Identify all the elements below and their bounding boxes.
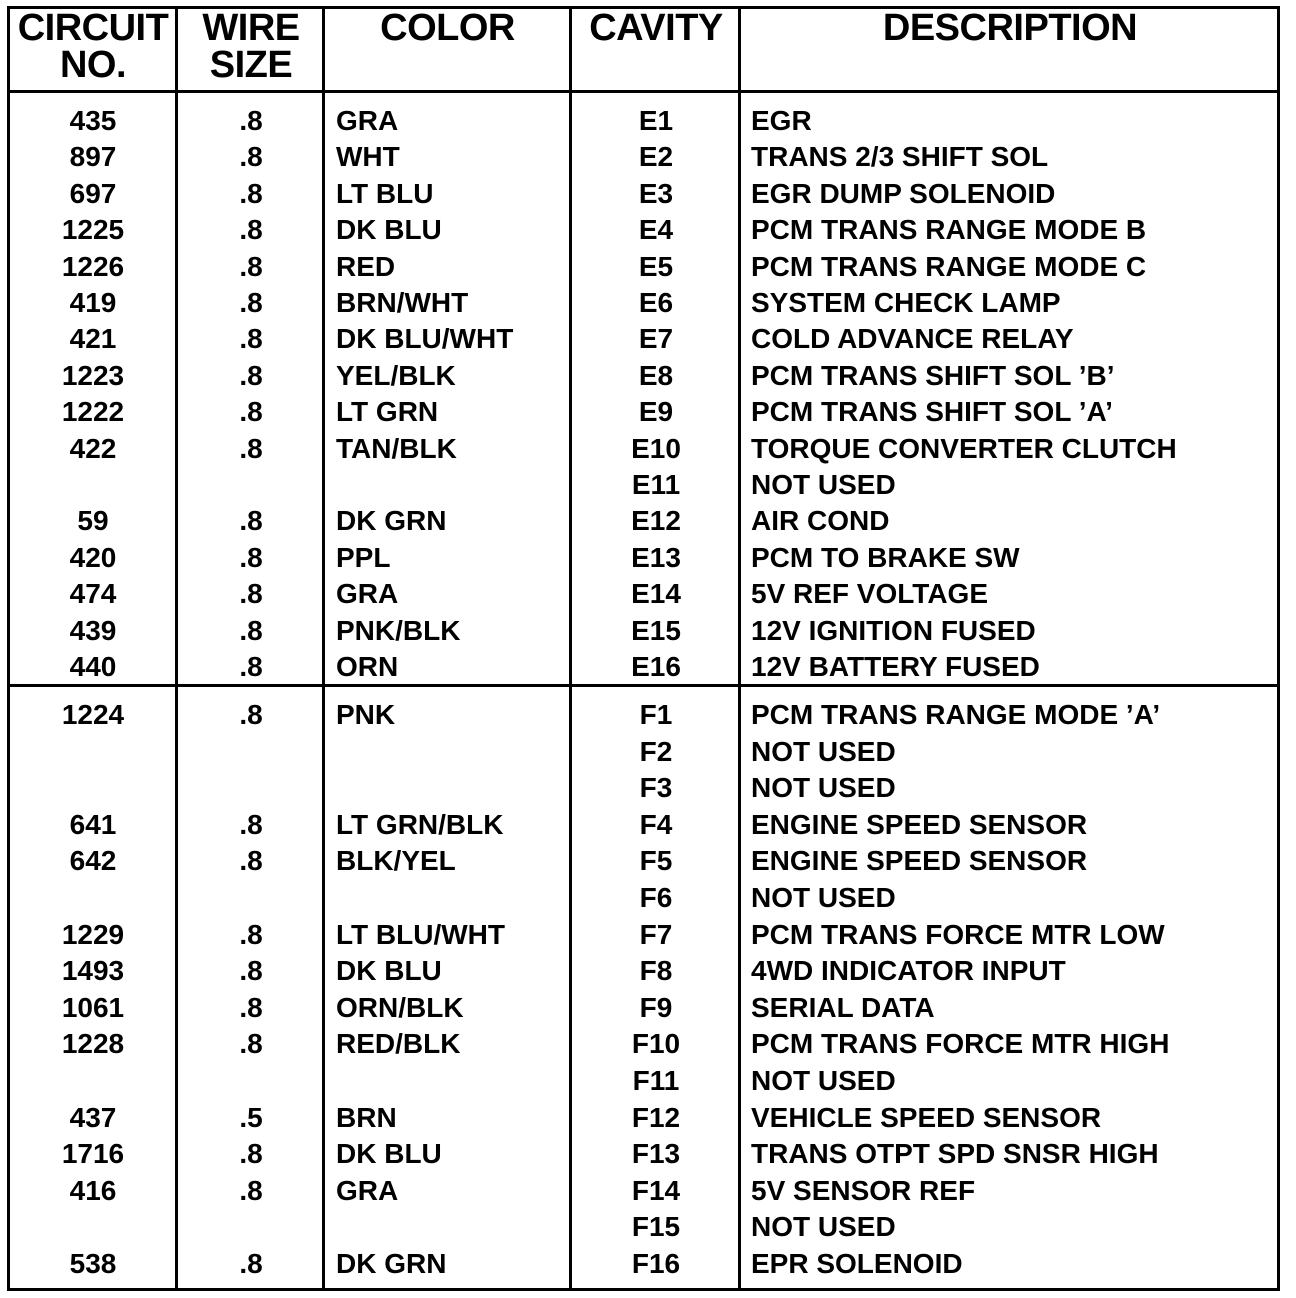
wire-size-cell: .8 <box>239 105 263 136</box>
wire-size-cell <box>178 467 324 503</box>
table-row <box>0 990 1296 1026</box>
wire-size-cell: .8 <box>239 614 263 646</box>
circuit-cell: 1225 <box>61 214 125 246</box>
table-row <box>0 734 1296 770</box>
description-cell: PCM TRANS RANGE MODE ’A’ <box>751 699 1161 730</box>
color-cell <box>336 770 568 806</box>
header-color-label: COLOR <box>380 7 515 49</box>
cavity-cell: F9 <box>639 991 673 1023</box>
wire-size-cell: .8 <box>239 432 263 464</box>
cavity-cell: F4 <box>639 808 673 840</box>
wire-size-cell <box>178 1063 324 1099</box>
cavity-cell: F11 <box>632 1065 680 1096</box>
circuit-cell: 1228 <box>61 1028 125 1060</box>
description-cell: 5V SENSOR REF <box>751 1174 976 1206</box>
circuit-cell <box>10 467 176 503</box>
color-cell <box>336 1209 568 1245</box>
color-cell: GRA <box>336 1174 399 1206</box>
table-row <box>0 649 1296 685</box>
color-cell: BLK/YEL <box>336 845 456 877</box>
cavity-cell: E4 <box>638 214 674 246</box>
description-cell: PCM TRANS FORCE MTR HIGH <box>751 1028 1170 1060</box>
circuit-cell <box>10 1063 176 1099</box>
table-row <box>0 576 1296 612</box>
circuit-cell: 422 <box>69 432 117 464</box>
circuit-cell: 435 <box>69 105 117 136</box>
table-row <box>0 770 1296 806</box>
cavity-cell: E11 <box>631 469 681 500</box>
color-cell <box>336 1063 568 1099</box>
table-row <box>0 358 1296 394</box>
cavity-cell: E13 <box>631 541 681 573</box>
header-circuit-line2: NO. <box>59 44 127 86</box>
header-description-label: DESCRIPTION <box>882 7 1138 49</box>
wire-size-cell: .8 <box>239 918 263 950</box>
wire-size-cell: .8 <box>239 1174 263 1206</box>
description-cell: PCM TRANS RANGE MODE C <box>751 250 1147 282</box>
cavity-cell: F6 <box>639 882 673 913</box>
wire-size-cell: .8 <box>239 845 263 877</box>
wire-size-cell <box>178 1209 324 1245</box>
circuit-cell <box>10 770 176 806</box>
wire-size-cell: .8 <box>239 396 263 428</box>
cavity-cell: F15 <box>631 1211 681 1243</box>
description-cell: PCM TRANS SHIFT SOL ’A’ <box>751 396 1113 428</box>
cavity-cell: E6 <box>638 287 674 318</box>
color-cell: BRN <box>336 1101 397 1133</box>
wire-size-cell: .8 <box>239 1138 263 1170</box>
cavity-cell: E2 <box>638 141 674 173</box>
cavity-cell: E12 <box>631 505 681 537</box>
circuit-cell: 440 <box>69 651 117 682</box>
description-cell: 5V REF VOLTAGE <box>751 578 988 610</box>
circuit-cell: 1493 <box>61 955 125 987</box>
description-cell: ENGINE SPEED SENSOR <box>751 845 1088 877</box>
header-wire-size <box>178 7 324 90</box>
color-cell: DK BLU <box>336 1138 442 1170</box>
circuit-cell: 641 <box>69 808 117 840</box>
description-cell: SERIAL DATA <box>751 991 935 1023</box>
wire-size-cell: .8 <box>239 287 263 318</box>
circuit-cell: 897 <box>69 141 117 173</box>
color-cell: DK BLU <box>336 955 442 987</box>
wire-size-cell: .8 <box>239 1248 263 1279</box>
table-row <box>0 467 1296 503</box>
color-cell <box>336 880 568 916</box>
table-row <box>0 807 1296 843</box>
circuit-cell: 421 <box>69 323 117 355</box>
table-row <box>0 1063 1296 1099</box>
circuit-cell: 1222 <box>61 396 125 428</box>
description-cell: EGR DUMP SOLENOID <box>751 177 1056 209</box>
circuit-cell: 1224 <box>61 699 125 730</box>
description-cell: TORQUE CONVERTER CLUTCH <box>751 432 1177 464</box>
cavity-cell: E9 <box>638 396 674 428</box>
table-row <box>0 1209 1296 1245</box>
wire-size-cell: .8 <box>239 541 263 573</box>
table-row <box>0 1173 1296 1209</box>
table-row <box>0 394 1296 430</box>
description-cell: 12V BATTERY FUSED <box>751 651 1040 682</box>
cavity-cell: F5 <box>639 845 673 877</box>
color-cell: BRN/WHT <box>336 287 469 318</box>
description-cell: PCM TO BRAKE SW <box>751 541 1020 573</box>
circuit-cell <box>10 1209 176 1245</box>
table-row <box>0 1246 1296 1282</box>
table-row <box>0 503 1296 539</box>
description-cell: AIR COND <box>751 505 890 537</box>
circuit-cell: 642 <box>69 845 117 877</box>
header-cavity <box>572 7 740 90</box>
table-row <box>0 917 1296 953</box>
description-cell: NOT USED <box>751 772 896 804</box>
description-cell: NOT USED <box>751 735 896 767</box>
color-cell: RED <box>336 250 396 282</box>
circuit-cell: 1061 <box>61 991 125 1023</box>
table-row <box>0 540 1296 576</box>
wire-size-cell: .8 <box>239 651 263 682</box>
description-cell: ENGINE SPEED SENSOR <box>751 808 1088 840</box>
table-row <box>0 249 1296 285</box>
header-divider <box>7 90 1280 93</box>
header-circuit-line1: CIRCUIT <box>17 7 169 49</box>
wire-size-cell: .8 <box>239 991 263 1023</box>
description-cell: PCM TRANS FORCE MTR LOW <box>751 918 1165 950</box>
description-cell: TRANS OTPT SPD SNSR HIGH <box>751 1138 1159 1170</box>
color-cell: ORN <box>336 651 399 682</box>
circuit-cell <box>10 734 176 770</box>
circuit-cell: 59 <box>77 505 109 537</box>
description-cell: 12V IGNITION FUSED <box>751 614 1036 646</box>
table-row <box>0 697 1296 733</box>
wire-size-cell: .8 <box>239 141 263 173</box>
description-cell: TRANS 2/3 SHIFT SOL <box>751 141 1049 173</box>
wire-size-cell <box>178 734 324 770</box>
cavity-cell: E3 <box>638 177 674 209</box>
cavity-cell: E5 <box>638 250 674 282</box>
table-row <box>0 880 1296 916</box>
color-cell: LT GRN <box>336 396 439 428</box>
color-cell: TAN/BLK <box>336 432 457 464</box>
wire-size-cell: .8 <box>239 505 263 537</box>
table-row <box>0 1026 1296 1062</box>
cavity-cell: E15 <box>631 614 681 646</box>
wire-size-cell: .8 <box>239 250 263 282</box>
cavity-cell: E8 <box>638 359 674 391</box>
description-cell: PCM TRANS RANGE MODE B <box>751 214 1147 246</box>
description-cell: NOT USED <box>751 469 896 500</box>
cavity-cell: F8 <box>639 955 673 987</box>
circuit-cell: 1229 <box>61 918 125 950</box>
cavity-cell: F13 <box>631 1138 681 1170</box>
header-wire-line1: WIRE <box>202 7 300 49</box>
circuit-cell: 419 <box>69 287 117 318</box>
header-description <box>741 7 1279 90</box>
table-row <box>0 321 1296 357</box>
table-row <box>0 1100 1296 1136</box>
circuit-cell: 1716 <box>61 1138 125 1170</box>
cavity-cell: F14 <box>631 1174 681 1206</box>
description-cell: PCM TRANS SHIFT SOL ’B’ <box>751 359 1115 391</box>
description-cell: COLD ADVANCE RELAY <box>751 323 1074 355</box>
table-row <box>0 212 1296 248</box>
cavity-cell: E14 <box>631 578 681 610</box>
cavity-cell: F12 <box>631 1101 681 1133</box>
color-cell: GRA <box>336 578 399 610</box>
cavity-cell: F1 <box>639 699 673 730</box>
description-cell: NOT USED <box>751 1065 896 1096</box>
circuit-cell: 420 <box>69 541 117 573</box>
description-cell: VEHICLE SPEED SENSOR <box>751 1101 1102 1133</box>
circuit-cell: 697 <box>69 177 117 209</box>
wire-size-cell: .8 <box>239 359 263 391</box>
header-color <box>325 7 570 90</box>
color-cell: PNK/BLK <box>336 614 461 646</box>
cavity-cell: F10 <box>631 1028 681 1060</box>
color-cell: RED/BLK <box>336 1028 461 1060</box>
color-cell: PNK <box>336 699 396 730</box>
cavity-cell: F3 <box>639 772 673 804</box>
cavity-cell: F16 <box>631 1248 681 1279</box>
wire-size-cell <box>178 880 324 916</box>
circuit-cell: 416 <box>69 1174 117 1206</box>
table-row <box>0 103 1296 139</box>
table-row <box>0 953 1296 989</box>
color-cell: DK GRN <box>336 505 447 537</box>
circuit-cell <box>10 880 176 916</box>
color-cell: LT GRN/BLK <box>336 808 504 840</box>
cavity-cell: F7 <box>639 918 673 950</box>
wire-size-cell: .8 <box>239 1028 263 1060</box>
color-cell: LT BLU <box>336 177 434 209</box>
wire-size-cell: .8 <box>239 808 263 840</box>
color-cell: DK GRN <box>336 1248 447 1279</box>
wire-size-cell: .8 <box>239 955 263 987</box>
table-row <box>0 1136 1296 1172</box>
description-cell: EGR <box>751 105 812 136</box>
color-cell: WHT <box>336 141 400 173</box>
wire-size-cell <box>178 770 324 806</box>
wire-size-cell: .8 <box>239 578 263 610</box>
table-row <box>0 431 1296 467</box>
color-cell: DK BLU <box>336 214 442 246</box>
circuit-cell: 538 <box>69 1248 117 1279</box>
table-row <box>0 139 1296 175</box>
color-cell: ORN/BLK <box>336 991 464 1023</box>
description-cell: NOT USED <box>751 882 896 913</box>
circuit-cell: 474 <box>69 578 117 610</box>
table-row <box>0 176 1296 212</box>
cavity-cell: E7 <box>638 323 674 355</box>
color-cell: LT BLU/WHT <box>336 918 505 950</box>
circuit-cell: 437 <box>69 1101 117 1133</box>
cavity-cell: E16 <box>631 651 681 682</box>
header-cavity-label: CAVITY <box>589 7 723 49</box>
cavity-cell: E10 <box>631 432 681 464</box>
wire-size-cell: .8 <box>239 177 263 209</box>
wire-size-cell: .8 <box>239 699 263 730</box>
color-cell: DK BLU/WHT <box>336 323 514 355</box>
header-wire-line2: SIZE <box>209 44 293 86</box>
wire-size-cell: .8 <box>239 214 263 246</box>
wire-size-cell: .8 <box>239 323 263 355</box>
table-row <box>0 285 1296 321</box>
table-row <box>0 613 1296 649</box>
table-row <box>0 843 1296 879</box>
circuit-cell: 1226 <box>61 250 125 282</box>
description-cell: NOT USED <box>751 1211 896 1243</box>
description-cell: EPR SOLENOID <box>751 1248 963 1279</box>
color-cell <box>336 467 568 503</box>
color-cell: YEL/BLK <box>336 359 456 391</box>
circuit-cell: 1223 <box>61 359 125 391</box>
wire-size-cell: .5 <box>239 1101 263 1133</box>
cavity-cell: E1 <box>638 105 674 136</box>
cavity-cell: F2 <box>639 735 673 767</box>
color-cell <box>336 734 568 770</box>
color-cell: GRA <box>336 105 399 136</box>
description-cell: 4WD INDICATOR INPUT <box>751 955 1066 987</box>
circuit-cell: 439 <box>69 614 117 646</box>
header-circuit-no <box>10 7 176 90</box>
description-cell: SYSTEM CHECK LAMP <box>751 287 1061 318</box>
color-cell: PPL <box>336 541 391 573</box>
